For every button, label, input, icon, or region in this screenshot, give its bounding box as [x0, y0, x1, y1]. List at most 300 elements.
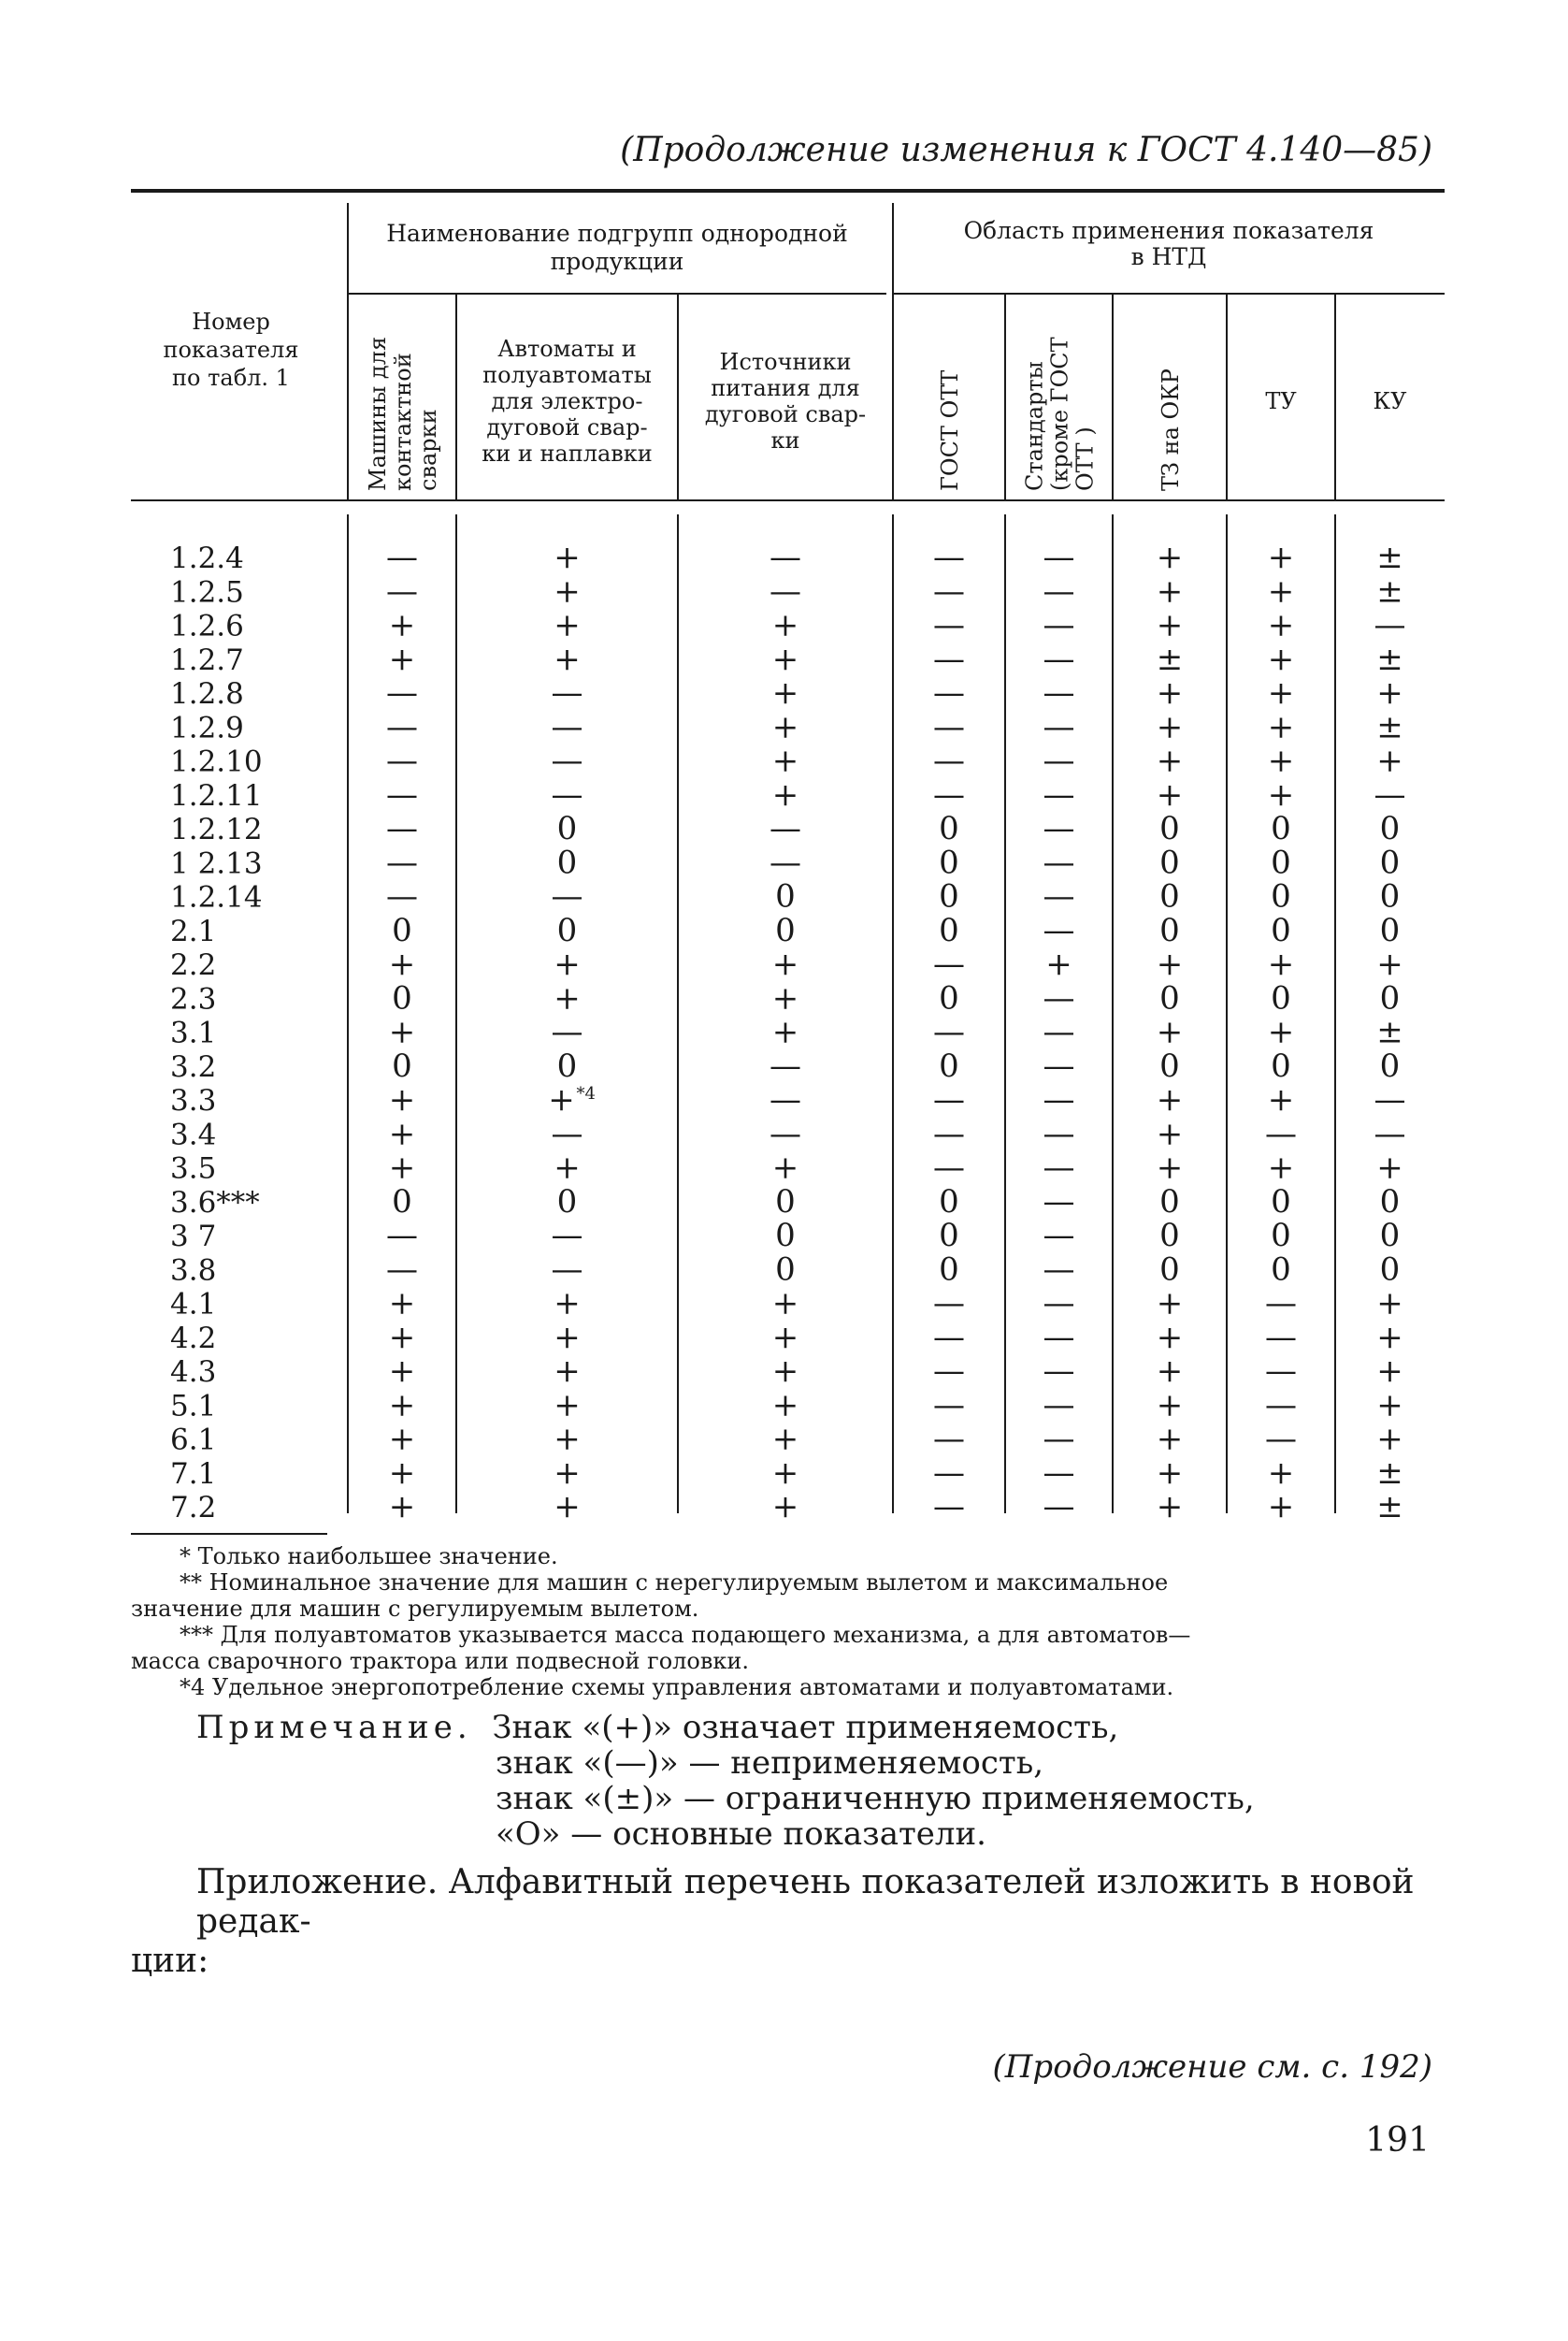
applicability-mark: + [1156, 708, 1184, 746]
applicability-mark: + [771, 1013, 799, 1051]
applicability-mark: ± [1376, 1453, 1403, 1492]
applicability-mark: 0 [939, 911, 959, 949]
indicator-number: 1 2.13 [170, 846, 263, 881]
applicability-mark: 0 [775, 911, 796, 949]
applicability-mark: 0 [939, 844, 959, 882]
applicability-mark: + [554, 1386, 581, 1424]
indicator-number: 3.3 [170, 1084, 217, 1118]
applicability-mark: + [771, 640, 799, 678]
indicator-number: 1.2.12 [170, 813, 263, 846]
applicability-mark: — [1265, 1115, 1297, 1153]
applicability-mark: + [771, 1352, 799, 1390]
indicator-number: 3.4 [170, 1118, 217, 1152]
column-header-text: ки [770, 427, 800, 454]
applicability-mark: 0 [392, 1047, 412, 1085]
applicability-mark: — [1265, 1420, 1297, 1458]
applicability-mark: — [386, 708, 418, 746]
applicability-mark: 0 [1379, 877, 1401, 916]
footnote-3-continued: масса сварочного трактора или подвесной головки. [131, 1648, 749, 1674]
column-header-text: Автоматы и [497, 336, 637, 362]
appendix-line-1: Приложение. Алфавитный перечень показателей изложить в новой редак- [196, 1863, 1415, 1941]
applicability-mark: + [1376, 1284, 1403, 1322]
applicability-mark: + [388, 1115, 416, 1153]
applicability-mark: — [1043, 877, 1075, 916]
applicability-mark: + [554, 1318, 581, 1356]
applicability-mark: + [388, 1386, 416, 1424]
applicability-mark: — [1043, 775, 1075, 814]
applicability-mark: + [554, 1149, 581, 1187]
applicability-mark: 0 [939, 1250, 959, 1289]
column-header-text: для электро- [491, 388, 643, 414]
applicability-mark: — [933, 742, 965, 780]
applicability-mark: — [1374, 775, 1406, 814]
applicability-mark: 0 [1379, 1250, 1401, 1289]
applicability-mark: + [1156, 946, 1184, 983]
applicability-mark: + [771, 1488, 799, 1525]
indicator-number: 1.2.10 [170, 744, 263, 779]
applicability-mark: — [1043, 979, 1075, 1018]
column-header-text: дуговой свар- [704, 401, 867, 427]
applicability-mark: + [771, 1386, 799, 1424]
applicability-mark: — [386, 539, 418, 576]
note-label: Примечание. [196, 1709, 472, 1746]
applicability-mark: + [1267, 674, 1295, 712]
indicator-number: 7.2 [170, 1491, 217, 1525]
indicator-number: 1.2.9 [170, 711, 244, 745]
applicability-mark: 0 [392, 1182, 412, 1221]
applicability-mark: ± [1156, 640, 1184, 678]
applicability-mark: + [1156, 1318, 1184, 1356]
applicability-mark: — [386, 1250, 418, 1289]
note-block [196, 1710, 1255, 1852]
applicability-mark: + [771, 979, 799, 1018]
applicability-mark: 0 [775, 1250, 796, 1289]
column-header-text: питания для [711, 375, 860, 401]
applicability-mark: 0 [775, 877, 796, 916]
applicability-mark: — [770, 844, 801, 882]
indicator-number: 2.3 [170, 982, 217, 1017]
applicability-mark: 0 [1159, 1047, 1180, 1085]
column-header-text: ГОСТ ОТТ [937, 369, 963, 491]
indicator-number: 3 7 [170, 1220, 217, 1253]
applicability-mark: 0 [556, 911, 578, 949]
applicability-mark: — [386, 877, 418, 916]
applicability-mark: + [388, 1352, 416, 1390]
applicability-mark: — [933, 674, 965, 712]
applicability-mark: + [1376, 1318, 1403, 1356]
indicator-number: 1.2.5 [170, 575, 244, 610]
applicability-mark: — [933, 946, 965, 983]
indicator-number: 4.2 [170, 1321, 217, 1355]
applicability-mark: 0 [392, 979, 412, 1018]
applicability-mark: — [1043, 1386, 1075, 1424]
applicability-mark: — [933, 1420, 965, 1458]
indicator-number: 1.2.14 [170, 880, 263, 915]
column-header-text: ки и наплавки [482, 441, 653, 467]
applicability-mark: + [554, 572, 581, 611]
applicability-mark: 0 [939, 877, 959, 916]
applicability-mark: + [771, 606, 799, 644]
applicability-mark: + [388, 1013, 416, 1051]
applicability-mark: — [386, 742, 418, 780]
applicability-mark: — [551, 1217, 583, 1254]
applicability-mark: — [933, 1453, 965, 1492]
indicator-number: 1.2.6 [170, 609, 244, 643]
applicability-mark: + [1156, 1488, 1184, 1525]
note-line-2: знак «(—)» — неприменяемость, [496, 1744, 1044, 1782]
applicability-mark: ± [1376, 708, 1403, 746]
applicability-mark: + [771, 1318, 799, 1356]
applicability-mark: + [1376, 742, 1403, 780]
applicability-mark: — [386, 1217, 418, 1254]
column-header-text: ТЗ на ОКР [1158, 368, 1184, 491]
applicability-mark: + [1156, 1352, 1184, 1390]
indicator-number: 3.8 [170, 1253, 217, 1288]
indicator-number: 1.2.4 [170, 542, 244, 575]
indicator-number: 6.1 [170, 1423, 217, 1457]
applicability-mark: — [1043, 1182, 1075, 1221]
group-products-header-text: продукции [550, 248, 684, 275]
applicability-mark: — [1374, 606, 1406, 644]
applicability-mark: 0 [1271, 911, 1291, 949]
applicability-mark: + [1376, 1149, 1403, 1187]
applicability-mark: + [1156, 1081, 1184, 1119]
applicability-mark: — [1265, 1352, 1297, 1390]
applicability-mark: — [551, 1250, 583, 1289]
applicability-mark: — [1043, 1420, 1075, 1458]
applicability-mark: — [933, 1488, 965, 1525]
footnote-4: *4 Удельное энергопотребление схемы управления автоматами и полуавтоматами. [180, 1674, 1174, 1700]
column-header-text: контактной [390, 353, 416, 491]
applicability-mark: — [551, 674, 583, 712]
applicability-mark: + [1267, 742, 1295, 780]
number-header-text: по табл. 1 [172, 365, 290, 391]
applicability-mark: — [770, 539, 801, 576]
applicability-mark: + [1267, 946, 1295, 983]
applicability-mark: + [771, 946, 799, 983]
applicability-mark: + [771, 1284, 799, 1322]
column-header-text: ТУ [1265, 388, 1297, 414]
applicability-mark: — [933, 1013, 965, 1051]
applicability-mark: — [933, 1352, 965, 1390]
applicability-mark: 0 [1271, 1217, 1291, 1254]
applicability-mark: + [1156, 674, 1184, 712]
applicability-mark: + [1376, 1352, 1403, 1390]
group-area-header-text: Область применения показателя [963, 217, 1374, 244]
applicability-mark: + [388, 1453, 416, 1492]
applicability-mark: + [554, 1453, 581, 1492]
applicability-mark: + [554, 1352, 581, 1390]
running-title: (Продолжение изменения к ГОСТ 4.140—85) [620, 131, 1432, 169]
applicability-mark: + [388, 1420, 416, 1458]
applicability-mark: — [770, 1115, 801, 1153]
applicability-mark: — [1043, 708, 1075, 746]
applicability-mark: + [554, 606, 581, 644]
footnotes [131, 1543, 1440, 1700]
applicability-mark: + [771, 674, 799, 712]
indicator-number: 5.1 [170, 1389, 217, 1423]
applicability-mark: ± [1376, 640, 1403, 678]
indicator-number: 2.2 [170, 948, 217, 982]
column-header-text: Источники [719, 349, 852, 375]
applicability-mark: — [386, 775, 418, 814]
applicability-mark: + [1376, 946, 1403, 983]
applicability-mark: 0 [1159, 844, 1180, 882]
applicability-mark: + [1156, 1453, 1184, 1492]
applicability-mark: — [770, 1081, 801, 1119]
applicability-mark: + [388, 606, 416, 644]
applicability-mark: 0 [939, 1217, 959, 1254]
applicability-mark: + [554, 539, 581, 576]
applicability-mark: + [1267, 1013, 1295, 1051]
applicability-mark: ± [1376, 539, 1403, 576]
applicability-mark: + [554, 1488, 581, 1525]
applicability-mark: + [1267, 1488, 1295, 1525]
applicability-mark: + [388, 1284, 416, 1322]
column-header-text: сварки [415, 409, 441, 491]
applicability-mark: 0 [1159, 1250, 1180, 1289]
applicability-mark: + [1045, 946, 1072, 983]
footnote-ref: *4 [576, 1084, 596, 1104]
number-header-text: показателя [163, 337, 299, 363]
applicability-mark: — [1374, 1081, 1406, 1119]
applicability-mark: — [386, 844, 418, 882]
applicability-mark: 0 [1159, 810, 1180, 847]
applicability-mark: — [1043, 810, 1075, 847]
applicability-mark: + [1267, 539, 1295, 576]
applicability-mark: — [551, 742, 583, 780]
applicability-mark: — [1265, 1284, 1297, 1322]
applicability-mark: — [1043, 844, 1075, 882]
applicability-mark: + [1267, 1453, 1295, 1492]
applicability-mark: + [1267, 572, 1295, 611]
appendix-paragraph [131, 1863, 1440, 1981]
applicability-mark: 0 [1159, 979, 1180, 1018]
applicability-mark: — [933, 1386, 965, 1424]
applicability-mark: 0 [556, 1047, 578, 1085]
applicability-mark: — [1043, 1318, 1075, 1356]
applicability-mark: 0 [556, 810, 578, 847]
applicability-mark: — [1043, 1217, 1075, 1254]
footnote-3: *** Для полуавтоматов указывается масса подающего механизма, а для автоматов— [180, 1622, 1191, 1648]
column-header-text: КУ [1373, 388, 1407, 414]
applicability-mark: + [388, 640, 416, 678]
applicability-mark: — [1043, 1250, 1075, 1289]
page-number: 191 [1365, 2121, 1430, 2160]
group-products-header-text: Наименование подгрупп однородной [386, 220, 848, 247]
applicability-mark: — [933, 572, 965, 611]
applicability-mark: — [933, 775, 965, 814]
applicability-mark: — [551, 877, 583, 916]
applicability-mark: 0 [1271, 1047, 1291, 1085]
footnote-1: * Только наибольшее значение. [180, 1543, 558, 1569]
column-header-text: (кроме ГОСТ [1046, 337, 1073, 491]
applicability-mark: 0 [1379, 979, 1401, 1018]
applicability-mark: 0 [1159, 1217, 1180, 1254]
applicability-mark: 0 [1379, 810, 1401, 847]
applicability-mark: — [933, 539, 965, 576]
applicability-mark: 0 [1271, 979, 1291, 1018]
footnote-2-continued: значение для машин с регулируемым вылетом. [131, 1596, 699, 1622]
applicability-mark: — [770, 572, 801, 611]
applicability-mark: — [1043, 1352, 1075, 1390]
applicability-mark: + [1156, 606, 1184, 644]
applicability-mark: — [386, 810, 418, 847]
applicability-mark: — [1043, 742, 1075, 780]
indicator-number: 1.2.11 [170, 778, 263, 813]
indicator-number: 7.1 [170, 1456, 217, 1491]
indicator-number: 3.2 [170, 1049, 217, 1084]
applicability-mark: — [1043, 1453, 1075, 1492]
applicability-mark: + [388, 1488, 416, 1525]
applicability-mark: — [551, 1013, 583, 1051]
applicability-mark: + [388, 1318, 416, 1356]
continuation-note: (Продолжение см. с. 192) [992, 2048, 1432, 2086]
applicability-mark: + [554, 1284, 581, 1322]
applicability-mark: ± [1376, 1488, 1403, 1525]
applicability-mark: 0 [775, 1182, 796, 1221]
column-header-text: Стандарты [1021, 361, 1048, 491]
note-line-3: знак «(±)» — ограниченную применяемость, [496, 1780, 1255, 1817]
applicability-mark: — [1043, 606, 1075, 644]
applicability-mark: — [933, 606, 965, 644]
applicability-mark: + [1156, 1386, 1184, 1424]
applicability-mark: — [933, 1284, 965, 1322]
applicability-mark: ± [1376, 1013, 1403, 1051]
applicability-mark: + [1156, 1115, 1184, 1153]
applicability-mark: ± [1376, 572, 1403, 611]
indicator-number: 4.1 [170, 1287, 217, 1322]
applicability-mark: + [771, 1420, 799, 1458]
applicability-mark: 0 [1379, 844, 1401, 882]
applicability-mark: + [388, 1081, 416, 1119]
indicator-number: 1.2.7 [170, 643, 244, 677]
applicability-mark: — [1043, 640, 1075, 678]
applicability-mark: — [1043, 572, 1075, 611]
applicability-mark: + [771, 775, 799, 814]
applicability-mark: — [770, 1047, 801, 1085]
applicability-mark: + [554, 1420, 581, 1458]
applicability-mark: 0 [939, 810, 959, 847]
applicability-mark: + [1156, 1284, 1184, 1322]
indicator-number: 3.6*** [170, 1185, 260, 1220]
note-line-1: Знак «(+)» означает применяемость, [492, 1709, 1119, 1746]
applicability-mark: — [551, 1115, 583, 1153]
applicability-mark: 0 [1159, 911, 1180, 949]
applicability-mark: + [1156, 775, 1184, 814]
applicability-mark: — [1043, 1149, 1075, 1187]
applicability-mark: — [933, 1149, 965, 1187]
applicability-mark: + [1376, 674, 1403, 712]
applicability-mark: + [1156, 1420, 1184, 1458]
applicability-mark: + [771, 1453, 799, 1492]
applicability-mark: 0 [775, 1217, 796, 1254]
applicability-mark: 0 [1271, 844, 1291, 882]
applicability-mark: — [933, 1081, 965, 1119]
applicability-mark: 0 [556, 844, 578, 882]
applicability-mark: — [1043, 1047, 1075, 1085]
group-area-header-text: в НТД [1130, 243, 1207, 270]
column-header-text: Машины для [365, 336, 391, 491]
applicability-mark: + [388, 1149, 416, 1187]
applicability-mark: + [554, 946, 581, 983]
column-header-text: полуавтоматы [482, 362, 652, 388]
applicability-mark: 0 [1379, 1217, 1401, 1254]
indicator-number: 3.1 [170, 1016, 217, 1050]
applicability-mark: — [1043, 1081, 1075, 1119]
applicability-mark: — [1043, 1013, 1075, 1051]
applicability-mark: + [1267, 606, 1295, 644]
indicator-number: 1.2.8 [170, 677, 244, 711]
indicator-number: 4.3 [170, 1355, 217, 1389]
applicability-mark: + [554, 640, 581, 678]
applicability-mark: 0 [1379, 911, 1401, 949]
applicability-mark: + [1267, 1149, 1295, 1187]
applicability-mark: + [1376, 1420, 1403, 1458]
applicability-mark: 0 [939, 979, 959, 1018]
applicability-mark: — [1043, 911, 1075, 949]
applicability-mark: — [551, 708, 583, 746]
applicability-mark: — [1043, 539, 1075, 576]
applicability-mark: + [1156, 539, 1184, 576]
applicability-mark: 0 [939, 1182, 959, 1221]
applicability-mark: + [1376, 1386, 1403, 1424]
number-header-text: Номер [192, 309, 270, 335]
applicability-mark: + [1156, 1013, 1184, 1051]
column-header-text: ОТТ ) [1072, 426, 1099, 491]
applicability-mark: — [1043, 1115, 1075, 1153]
applicability-mark: — [1265, 1386, 1297, 1424]
applicability-mark: 0 [1271, 810, 1291, 847]
indicator-number: 3.5 [170, 1151, 217, 1186]
applicability-mark: + [1156, 572, 1184, 611]
applicability-mark: 0 [556, 1182, 578, 1221]
applicability-mark: 0 [1159, 1182, 1180, 1221]
applicability-mark: + [771, 708, 799, 746]
applicability-mark: + [1156, 742, 1184, 780]
applicability-mark: — [386, 674, 418, 712]
applicability-mark: — [770, 810, 801, 847]
applicability-mark: — [933, 1318, 965, 1356]
note-line-4: «О» — основные показатели. [496, 1815, 986, 1853]
applicability-mark: 0 [1379, 1182, 1401, 1221]
applicability-mark: + [1267, 708, 1295, 746]
applicability-mark: 0 [1159, 877, 1180, 916]
applicability-mark: — [933, 1115, 965, 1153]
applicability-mark: 0 [1271, 1182, 1291, 1221]
applicability-mark: + [771, 1149, 799, 1187]
appendix-line-2: ции: [131, 1942, 209, 1980]
applicability-mark: — [1265, 1318, 1297, 1356]
applicability-mark: + [1267, 640, 1295, 678]
applicability-mark: — [551, 775, 583, 814]
applicability-mark: 0 [392, 911, 412, 949]
applicability-mark: + [771, 742, 799, 780]
applicability-mark: — [1043, 1488, 1075, 1525]
applicability-mark: + [554, 979, 581, 1018]
footnote-2: ** Номинальное значение для машин с нерегулируемым вылетом и максимальное [180, 1569, 1169, 1596]
applicability-mark: + [1267, 775, 1295, 814]
applicability-mark: + [1267, 1081, 1295, 1119]
applicability-mark: — [1043, 674, 1075, 712]
applicability-mark: 0 [939, 1047, 959, 1085]
applicability-mark: 0 [1271, 1250, 1291, 1289]
column-header-text: дуговой свар- [486, 414, 648, 441]
indicator-number: 2.1 [170, 914, 217, 948]
applicability-mark: — [1043, 1284, 1075, 1322]
applicability-mark: + [548, 1081, 575, 1119]
applicability-mark: — [933, 708, 965, 746]
